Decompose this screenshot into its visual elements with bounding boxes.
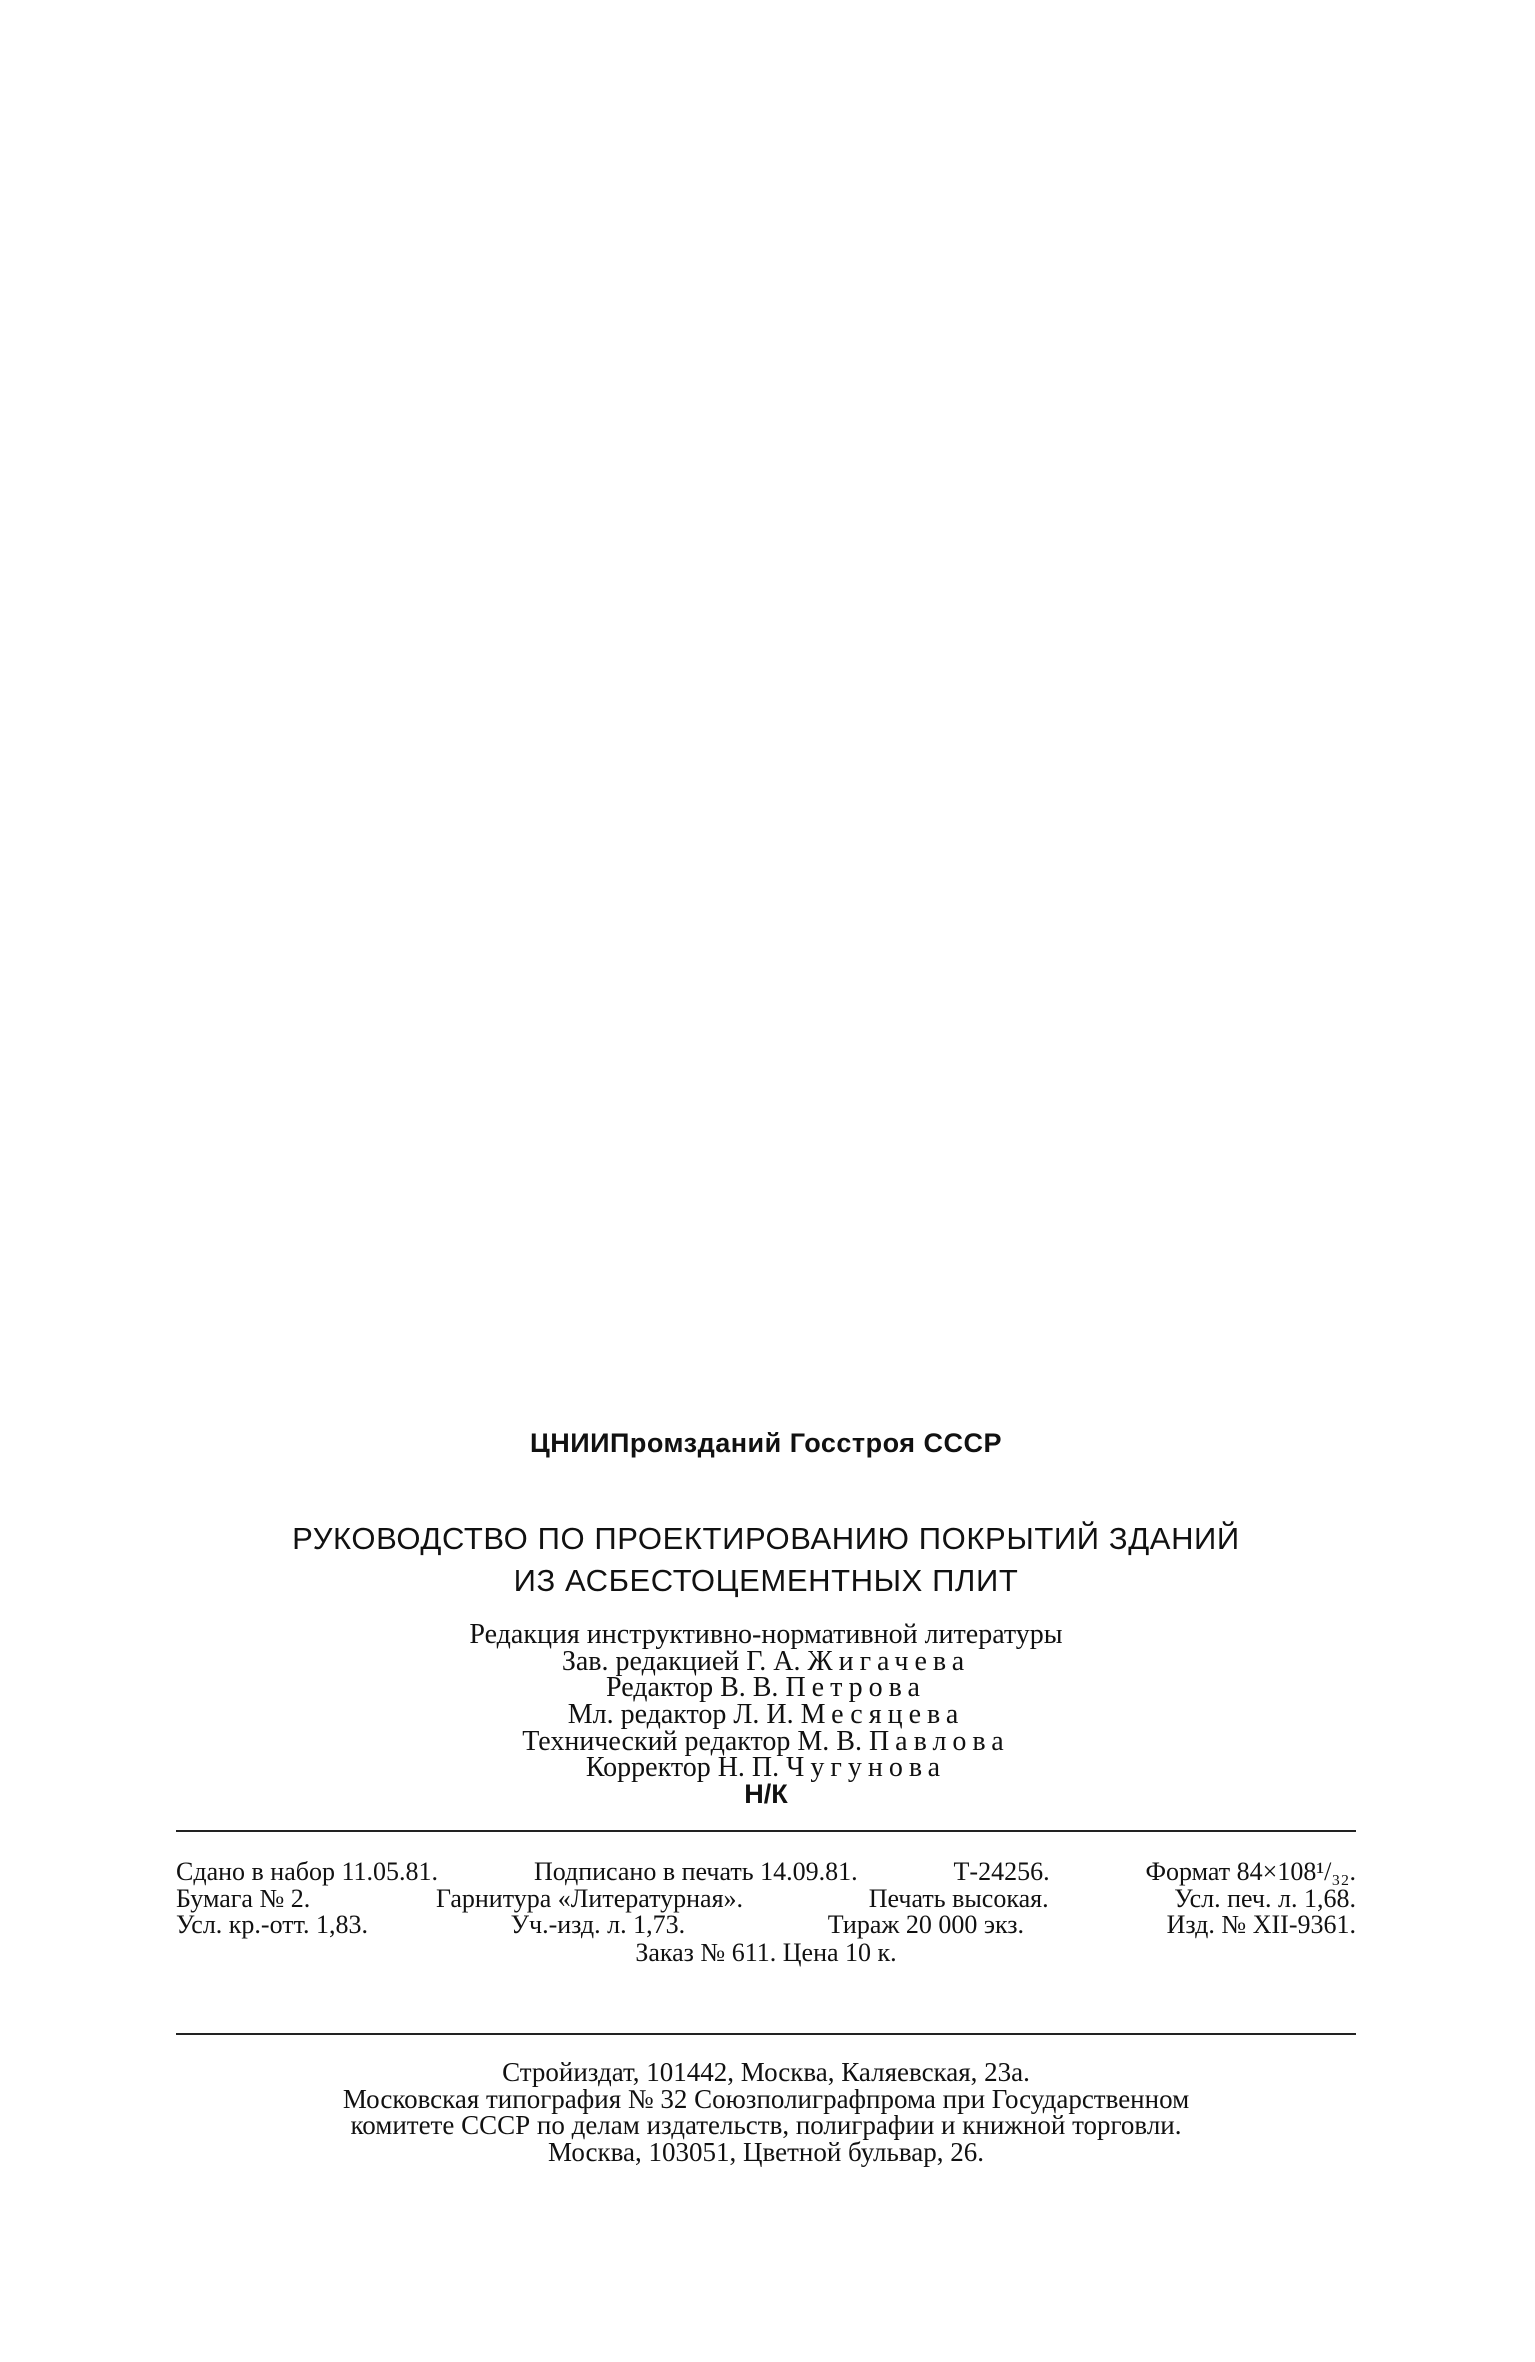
publisher-address: Стройиздат, 101442, Москва, Каляевская, 23а.: [502, 2057, 1030, 2087]
divider-top: [176, 1830, 1356, 1832]
credit-proofreader: [176, 1754, 1356, 1782]
editorial-office-text: Редакция инструктивно-нормативной литературы: [469, 1619, 1063, 1650]
credit-label: Технический редактор М. В.: [522, 1726, 862, 1757]
organization-text: ЦНИИПромзданий Госстроя СССР: [529, 1428, 1002, 1458]
edition-mark-text: Н/К: [744, 1779, 788, 1809]
credit-name: Павлова: [868, 1726, 1010, 1757]
imprint-typeface: Гарнитура «Литературная».: [435, 1884, 744, 1913]
organization-line: [176, 1430, 1356, 1457]
imprint-format: Формат 84×108¹/₃₂.: [1145, 1857, 1356, 1886]
divider-bottom: [176, 2033, 1356, 2035]
book-title-text-2: ИЗ АСБЕСТОЦЕМЕНТНЫХ ПЛИТ: [513, 1563, 1019, 1598]
imprint-row-3: [176, 1912, 1356, 1938]
edition-mark: [176, 1781, 1356, 1808]
imprint-row-1: [176, 1859, 1356, 1885]
editorial-office: [176, 1621, 1356, 1649]
credit-name: Чугунова: [786, 1752, 947, 1783]
imprint-row-4: [176, 1940, 1356, 1966]
imprint-sheets: Усл. печ. л. 1,68.: [1174, 1884, 1356, 1913]
imprint-print-run: Тираж 20 000 экз.: [827, 1910, 1025, 1939]
credit-name: Месяцева: [800, 1699, 965, 1730]
book-title-text-1: РУКОВОДСТВО ПО ПРОЕКТИРОВАНИЮ ПОКРЫТИЙ ЗДАНИЙ: [292, 1521, 1240, 1556]
imprint-row-2: [176, 1886, 1356, 1912]
credit-name: Жигачева: [807, 1646, 971, 1677]
publisher-line-1: [176, 2059, 1356, 2086]
imprint-code: Т-24256.: [953, 1857, 1050, 1886]
imprint-color-prints: Усл. кр.-отт. 1,83.: [176, 1910, 369, 1939]
printing-house-committee: комитете СССР по делам издательств, полиграфии и книжной торговли.: [350, 2110, 1182, 2140]
publisher-line-4: [176, 2139, 1356, 2166]
credit-name: Петрова: [785, 1672, 926, 1703]
book-title-line-1: [176, 1523, 1356, 1554]
imprint-typeset-date: Сдано в набор 11.05.81.: [176, 1857, 439, 1886]
imprint-printing: Печать высокая.: [868, 1884, 1049, 1913]
credit-label: Редактор В. В.: [606, 1672, 779, 1703]
imprint-publisher-sheets: Уч.-изд. л. 1,73.: [510, 1910, 686, 1939]
credit-label: Зав. редакцией Г. А.: [561, 1646, 801, 1677]
credit-label: Мл. редактор Л. И.: [567, 1699, 794, 1730]
imprint-order-price: Заказ № 611. Цена 10 к.: [635, 1938, 897, 1967]
imprint-signed-date: Подписано в печать 14.09.81.: [533, 1857, 858, 1886]
printing-house: Московская типография № 32 Союзполиграфпрома при Государственном: [342, 2084, 1190, 2114]
imprint-edition-number: Изд. № XII-9361.: [1166, 1910, 1356, 1939]
printing-house-address: Москва, 103051, Цветной бульвар, 26.: [548, 2137, 984, 2167]
imprint-paper: Бумага № 2.: [176, 1884, 311, 1913]
publisher-line-2: [176, 2086, 1356, 2113]
publisher-line-3: [176, 2112, 1356, 2139]
credit-junior-editor: [176, 1701, 1356, 1729]
book-title-line-2: [176, 1565, 1356, 1596]
credit-label: Корректор Н. П.: [585, 1752, 780, 1783]
credit-editor: [176, 1674, 1356, 1702]
